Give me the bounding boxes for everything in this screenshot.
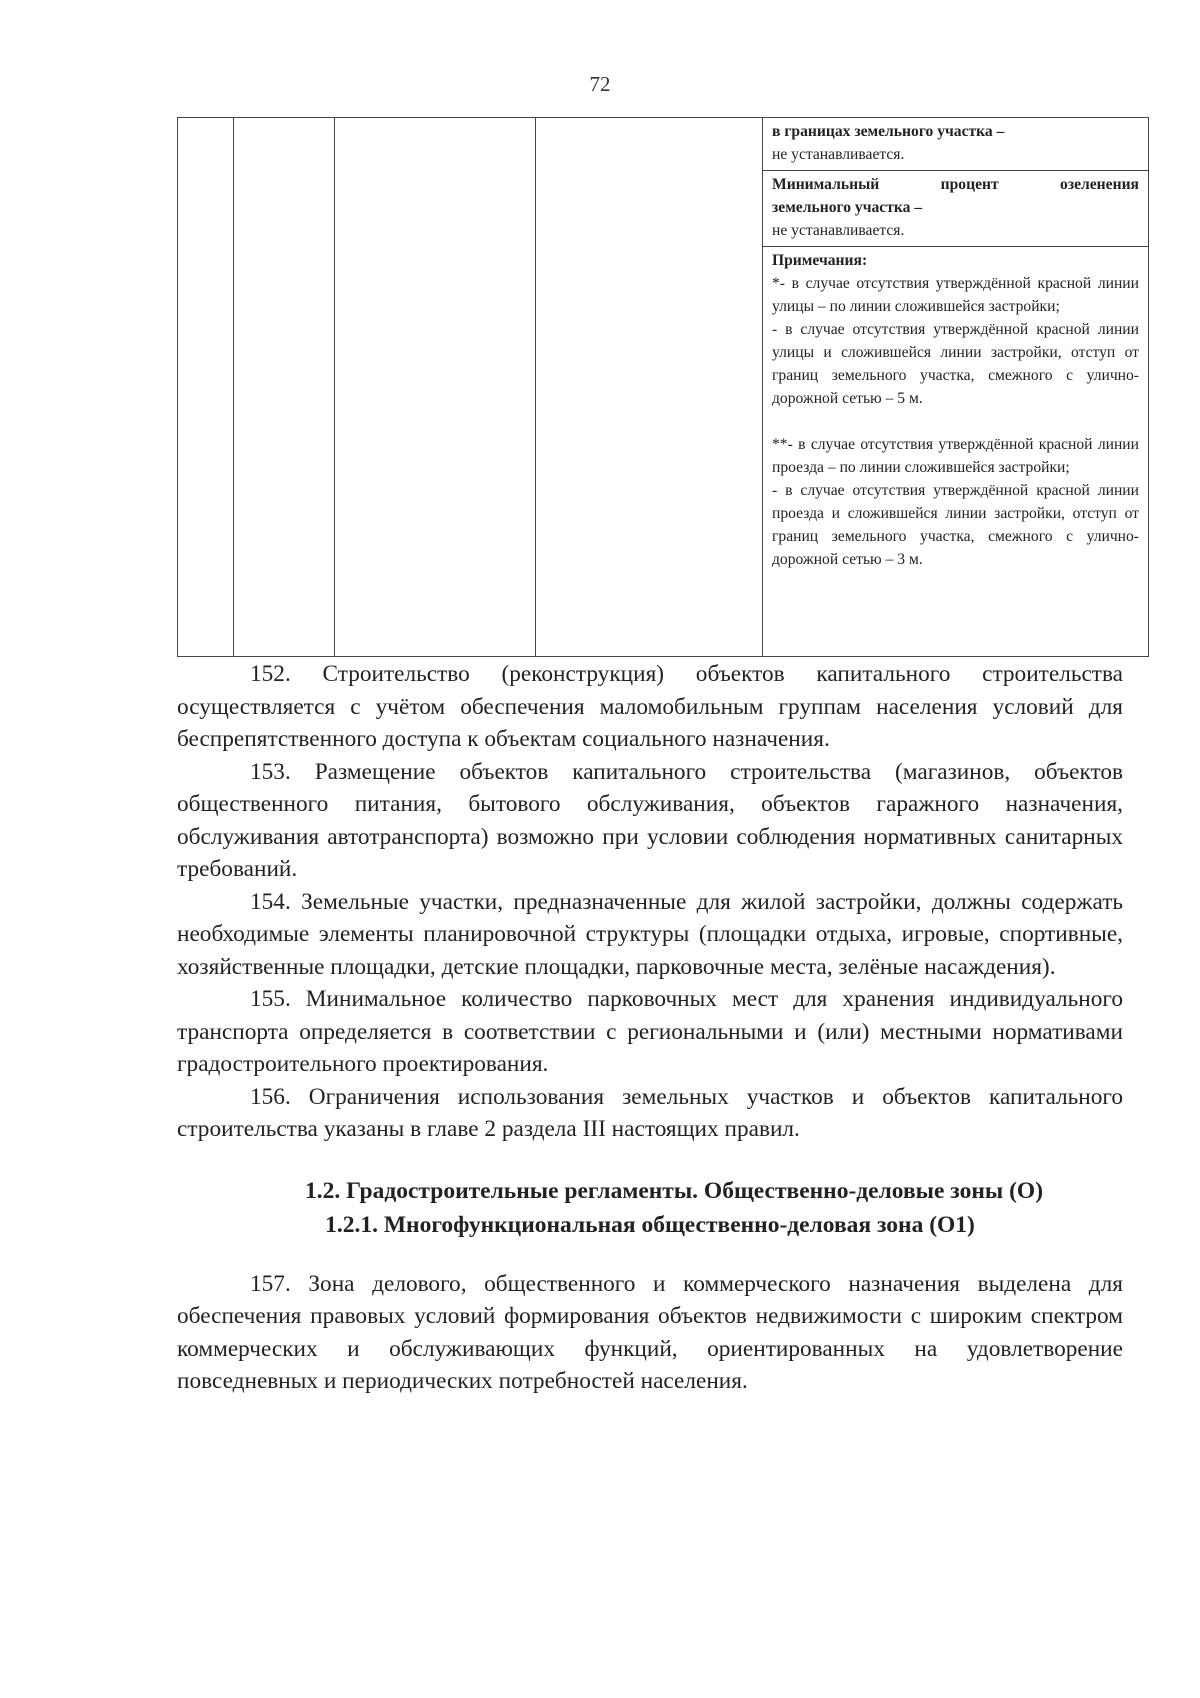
parameter-block-greening [763,170,1148,246]
paragraph-155: 155. Минимальное количество парковочных мест для хранения индивидуального транспорта определяется в соответствии с региональными и (или) местными нормативами градостроительного проектирования. [177,986,1123,1077]
parameter-title-line2: земельного участка – [772,199,923,216]
page-number: 72 [589,72,611,96]
paragraph-156: 156. Ограничения использования земельных участков и объектов капитального строительства указаны в главе 2 раздела III настоящих правил. [177,1083,1123,1142]
parameter-title-line1: Минимальный процент озеленения [772,176,1139,193]
table-cell-empty-2 [234,118,335,657]
subsection-heading: 1.2.1. Многофункциональная общественно-деловая зона (О1) [325,1211,975,1238]
notes-block [763,246,1148,575]
table-cell-parameters [763,118,1149,657]
table-cell-empty-3 [335,118,536,657]
section-heading: 1.2. Градостроительные регламенты. Общественно-деловые зоны (О) [304,1177,1044,1204]
paragraph-153: 153. Размещение объектов капитального строительства (магазинов, объектов общественного питания, бытового обслуживания, объектов гаражного назначения, обслуживания автотранспорта) возможно при условии соблюдения нормативных санитарных требований. [177,758,1123,882]
table-cell-empty-4 [536,118,763,657]
paragraph-157: 157. Зона делового, общественного и коммерческого назначения выделена для обеспечения правовых условий формирования объектов недвижимости с широким спектром коммерческих и обслуживающих функций, ориентированных на удовлетворение повседневных и периодических потребностей населения. [177,1270,1123,1394]
note-1-part-2: - в случае отсутствия утверждённой красной линии улицы и сложившейся линии застройки, отступ от границ земельного участка, смежного с улично-дорожной сетью – 5 м. [772,321,1139,407]
paragraph-152: 152. Строительство (реконструкция) объектов капитального строительства осуществляется с учётом обеспечения маломобильным группам населения условий для беспрепятственного доступа к объектам социального назначения. [177,661,1123,752]
parameter-value: не устанавливается. [772,146,905,163]
paragraph-154: 154. Земельные участки, предназначенные для жилой застройки, должны содержать необходимые элементы планировочной структуры (площадки отдыха, игровые, спортивные, хозяйственные площадки, детские площадки, парковочные места, зелёные насаждения). [177,888,1123,980]
parameter-title: в границах земельного участка – [772,123,1005,140]
body-text [177,658,1123,1398]
note-1-part-1: *- в случае отсутствия утверждённой красной линии улицы – по линии сложившейся застройки; [772,275,1139,315]
regulations-table [177,117,1149,657]
parameter-value: не устанавливается. [772,222,905,239]
table-cell-empty-1 [178,118,234,657]
note-2-part-2: - в случае отсутствия утверждённой красной линии проезда и сложившейся линии застройки, отступ от границ земельного участка, смежного с улично-дорожной сетью – 3 м. [772,482,1139,568]
notes-title: Примечания: [772,252,868,269]
notes-spacer [772,410,1139,433]
table-row [178,118,1149,657]
section-heading-block [177,1174,1123,1242]
note-2-part-1: **- в случае отсутствия утверждённой красной линии проезда – по линии сложившейся застройки; [772,436,1139,476]
parameter-block-distance [763,118,1148,170]
